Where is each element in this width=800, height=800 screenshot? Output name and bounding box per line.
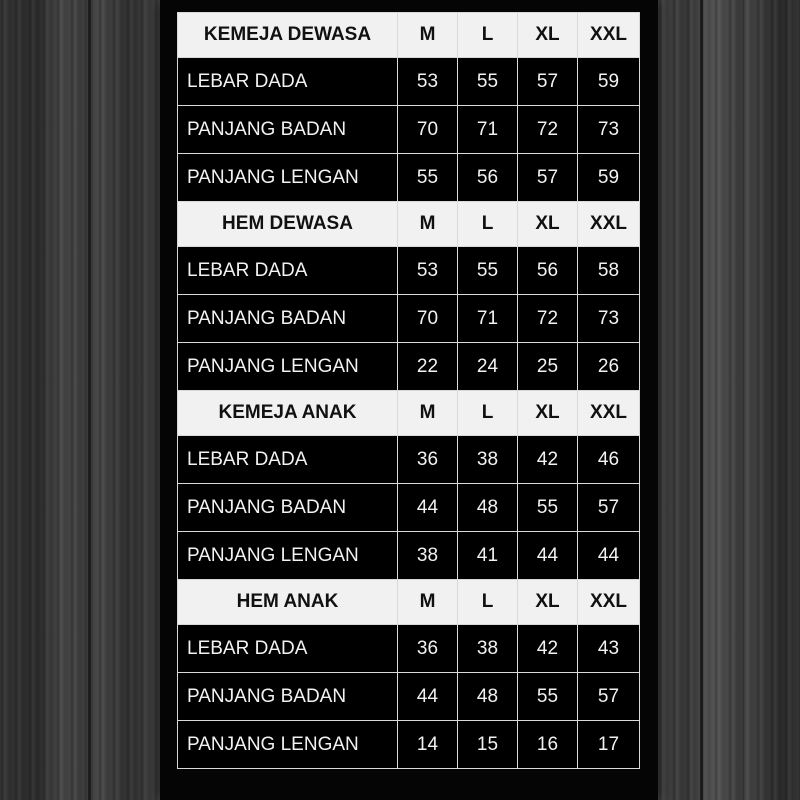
measurement-row — [178, 154, 640, 202]
section-title: KEMEJA ANAK — [178, 391, 398, 436]
measurement-value: 48 — [458, 484, 518, 532]
measurement-row — [178, 625, 640, 673]
measurement-value: 70 — [398, 106, 458, 154]
measurement-value: 42 — [518, 625, 578, 673]
measurement-value: 26 — [578, 343, 640, 391]
measurement-value: 56 — [458, 154, 518, 202]
measurement-label: PANJANG BADAN — [178, 673, 398, 721]
section-header-row — [178, 391, 640, 436]
size-header-cell: L — [458, 202, 518, 247]
measurement-value: 44 — [398, 484, 458, 532]
measurement-label: LEBAR DADA — [178, 625, 398, 673]
measurement-row — [178, 436, 640, 484]
size-header-cell: XL — [518, 580, 578, 625]
measurement-value: 72 — [518, 295, 578, 343]
measurement-value: 55 — [458, 247, 518, 295]
size-header-cell: XXL — [578, 202, 640, 247]
section-header-row — [178, 202, 640, 247]
size-header-cell: XXL — [578, 580, 640, 625]
wood-board-seam — [700, 0, 703, 800]
measurement-row — [178, 58, 640, 106]
size-header-cell: L — [458, 580, 518, 625]
measurement-label: PANJANG LENGAN — [178, 343, 398, 391]
measurement-value: 72 — [518, 106, 578, 154]
measurement-value: 43 — [578, 625, 640, 673]
measurement-value: 41 — [458, 532, 518, 580]
measurement-value: 17 — [578, 721, 640, 769]
measurement-value: 36 — [398, 436, 458, 484]
measurement-value: 38 — [458, 436, 518, 484]
measurement-value: 44 — [398, 673, 458, 721]
measurement-value: 57 — [518, 58, 578, 106]
measurement-row — [178, 532, 640, 580]
measurement-value: 59 — [578, 154, 640, 202]
size-header-cell: L — [458, 13, 518, 58]
size-header-cell: XL — [518, 13, 578, 58]
size-header-cell: XXL — [578, 391, 640, 436]
size-header-cell: M — [398, 580, 458, 625]
measurement-value: 71 — [458, 106, 518, 154]
measurement-label: PANJANG LENGAN — [178, 532, 398, 580]
measurement-value: 44 — [518, 532, 578, 580]
measurement-value: 53 — [398, 58, 458, 106]
measurement-value: 59 — [578, 58, 640, 106]
size-chart-table — [177, 12, 640, 769]
size-header-cell: XL — [518, 391, 578, 436]
measurement-value: 46 — [578, 436, 640, 484]
measurement-label: LEBAR DADA — [178, 436, 398, 484]
measurement-value: 24 — [458, 343, 518, 391]
measurement-value: 55 — [398, 154, 458, 202]
measurement-value: 44 — [578, 532, 640, 580]
section-title: HEM ANAK — [178, 580, 398, 625]
size-header-cell: M — [398, 13, 458, 58]
measurement-row — [178, 343, 640, 391]
measurement-value: 73 — [578, 295, 640, 343]
measurement-value: 16 — [518, 721, 578, 769]
size-header-cell: XL — [518, 202, 578, 247]
measurement-value: 71 — [458, 295, 518, 343]
measurement-value: 48 — [458, 673, 518, 721]
measurement-value: 22 — [398, 343, 458, 391]
measurement-value: 56 — [518, 247, 578, 295]
measurement-row — [178, 295, 640, 343]
section-title: HEM DEWASA — [178, 202, 398, 247]
section-header-row — [178, 13, 640, 58]
measurement-label: PANJANG LENGAN — [178, 154, 398, 202]
measurement-label: PANJANG BADAN — [178, 484, 398, 532]
measurement-label: PANJANG BADAN — [178, 295, 398, 343]
measurement-value: 58 — [578, 247, 640, 295]
measurement-row — [178, 673, 640, 721]
measurement-value: 25 — [518, 343, 578, 391]
measurement-label: LEBAR DADA — [178, 247, 398, 295]
size-header-cell: L — [458, 391, 518, 436]
measurement-value: 55 — [518, 673, 578, 721]
measurement-label: PANJANG BADAN — [178, 106, 398, 154]
wood-board-seam — [88, 0, 91, 800]
measurement-row — [178, 106, 640, 154]
measurement-value: 70 — [398, 295, 458, 343]
measurement-value: 55 — [518, 484, 578, 532]
measurement-row — [178, 721, 640, 769]
measurement-value: 15 — [458, 721, 518, 769]
size-header-cell: XXL — [578, 13, 640, 58]
measurement-label: LEBAR DADA — [178, 58, 398, 106]
measurement-value: 14 — [398, 721, 458, 769]
measurement-value: 53 — [398, 247, 458, 295]
measurement-value: 38 — [458, 625, 518, 673]
measurement-value: 57 — [518, 154, 578, 202]
measurement-row — [178, 247, 640, 295]
section-header-row — [178, 580, 640, 625]
measurement-value: 57 — [578, 484, 640, 532]
measurement-value: 55 — [458, 58, 518, 106]
measurement-label: PANJANG LENGAN — [178, 721, 398, 769]
measurement-value: 36 — [398, 625, 458, 673]
size-chart-body — [178, 13, 640, 769]
measurement-value: 38 — [398, 532, 458, 580]
size-header-cell: M — [398, 391, 458, 436]
section-title: KEMEJA DEWASA — [178, 13, 398, 58]
size-header-cell: M — [398, 202, 458, 247]
measurement-value: 57 — [578, 673, 640, 721]
measurement-value: 73 — [578, 106, 640, 154]
measurement-row — [178, 484, 640, 532]
measurement-value: 42 — [518, 436, 578, 484]
